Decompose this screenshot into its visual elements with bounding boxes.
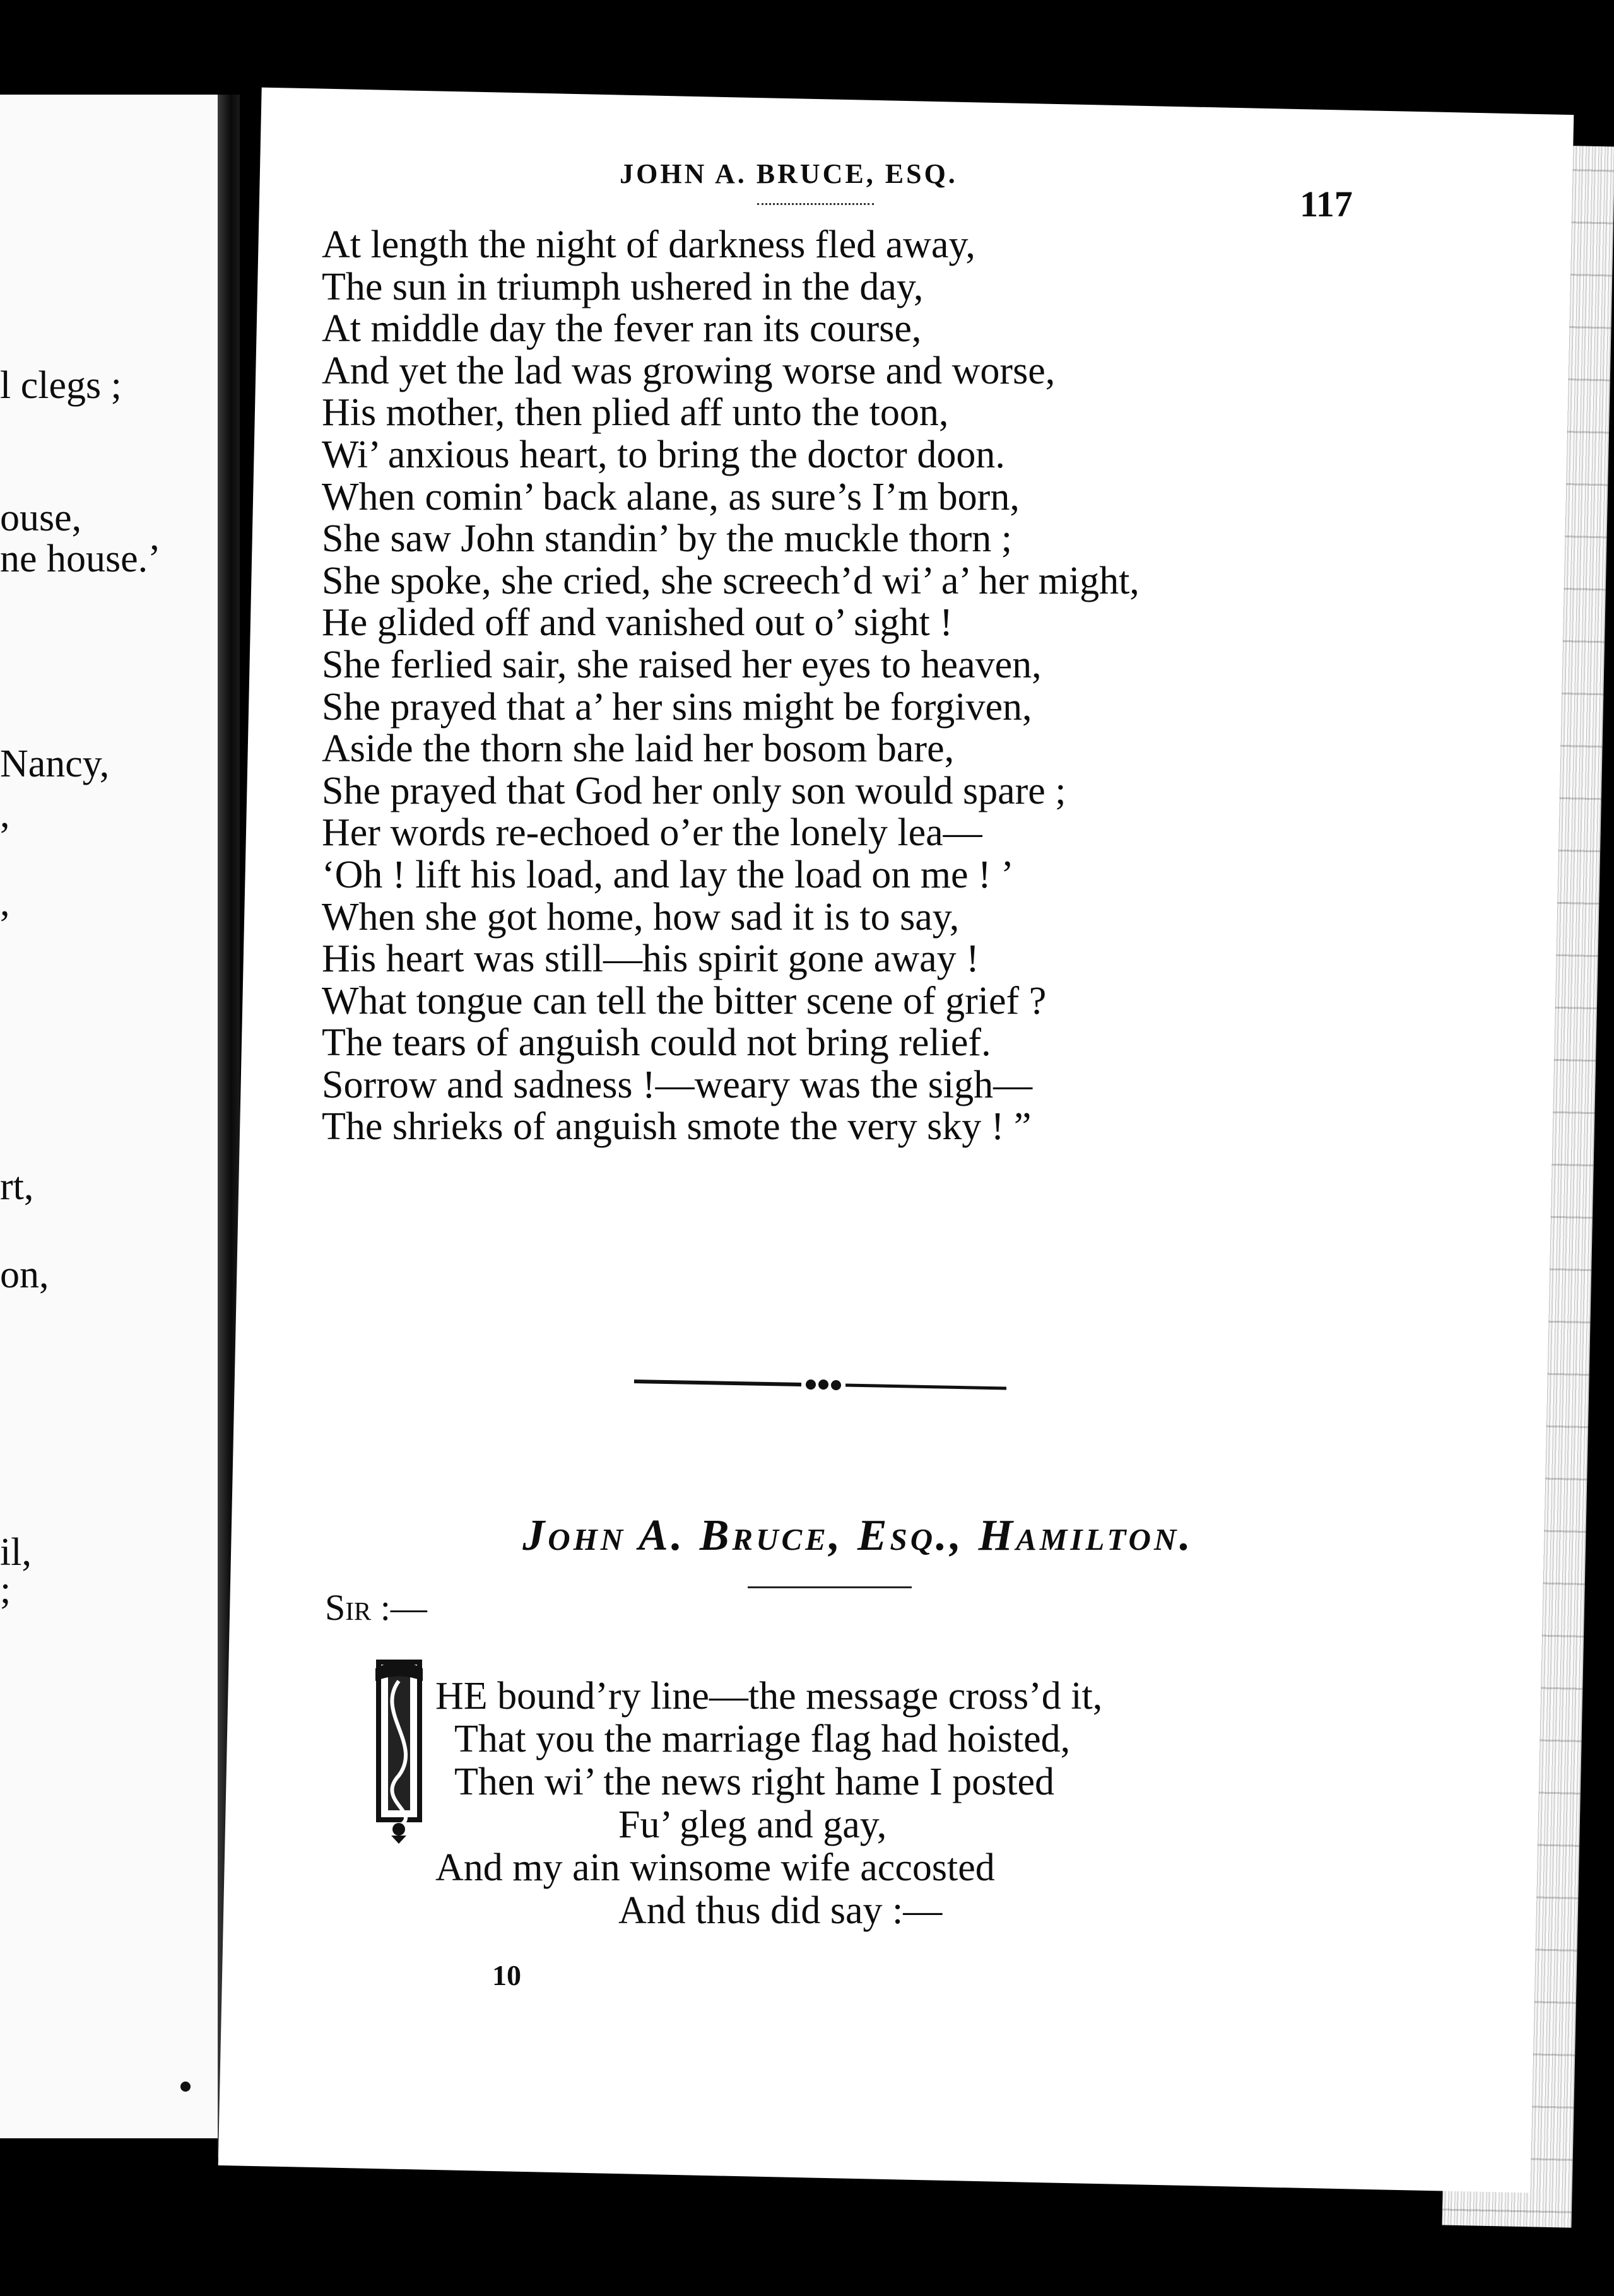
left-page-fragment: ,	[0, 793, 10, 836]
left-page-fragment: ne house.’	[0, 537, 161, 580]
left-page-fragment: ,	[0, 881, 10, 924]
left-page-fragment: ouse,	[0, 496, 82, 539]
poem-line: And yet the lad was growing worse and worse,	[322, 349, 1056, 392]
left-page-fragment: ;	[0, 1569, 11, 1612]
letter-verse	[435, 1675, 1256, 1932]
poem-line: ‘Oh ! lift his load, and lay the load on me ! ’	[322, 853, 1014, 896]
poem-line: She spoke, she cried, she screech’d wi’ a’ her might,	[322, 559, 1140, 602]
salutation: Sir :—	[325, 1587, 427, 1628]
poem-line: She saw John standin’ by the muckle thorn ;	[322, 517, 1013, 561]
poem-line: Wi’ anxious heart, to bring the doctor doon.	[322, 433, 1005, 476]
left-page-fragment: on,	[0, 1253, 49, 1296]
header-rule	[757, 203, 874, 208]
poem-line: Sorrow and sadness !—weary was the sigh—	[322, 1063, 1033, 1106]
poem-line: His heart was still—his spirit gone away !	[322, 937, 979, 981]
poem-body	[322, 224, 1458, 1148]
left-page-fragment: rt,	[0, 1165, 34, 1208]
verse-line: And my ain winsome wife accosted	[435, 1846, 995, 1889]
poem-line: At length the night of darkness fled away,	[322, 223, 975, 266]
left-page-fragment: il,	[0, 1531, 32, 1574]
drop-cap-ornament-icon	[363, 1656, 435, 1845]
poem-line: He glided off and vanished out o’ sight !	[322, 601, 953, 645]
poem-line: The tears of anguish could not bring relief.	[322, 1021, 991, 1065]
running-head: JOHN A. BRUCE, ESQ.	[620, 158, 958, 189]
verse-line: Then wi’ the news right hame I posted	[454, 1760, 1054, 1803]
poem-line: The sun in triumph ushered in the day,	[322, 265, 924, 308]
poem-line: The shrieks of anguish smote the very sky ! ”	[322, 1105, 1032, 1149]
verse-line: Fu’ gleg and gay,	[618, 1803, 887, 1846]
poem-line: She prayed that a’ her sins might be forgiven,	[322, 685, 1032, 729]
poem-line: Her words re-echoed o’er the lonely lea—	[322, 811, 982, 855]
left-page-mark	[180, 2082, 191, 2092]
left-page-fragment: Nancy,	[0, 742, 110, 785]
poem-line: What tongue can tell the bitter scene of grief ?	[322, 979, 1047, 1022]
page-number: 117	[1300, 184, 1353, 225]
poem-line: At middle day the fever ran its course,	[322, 307, 922, 351]
poem-line: His mother, then plied aff unto the toon,	[322, 391, 949, 435]
left-page-fragment: l clegs ;	[0, 364, 122, 407]
letter-title: John A. Bruce, Esq., Hamilton.	[522, 1511, 1194, 1560]
verse-line: That you the marriage flag had hoisted,	[454, 1718, 1071, 1760]
signature-mark: 10	[492, 1959, 521, 1991]
verse-line: And thus did say :—	[618, 1889, 943, 1932]
poem-line: When comin’ back alane, as sure’s I’m born,	[322, 475, 1020, 518]
poem-line: When she got home, how sad it is to say,	[322, 895, 960, 939]
poem-line: Aside the thorn she laid her bosom bare,	[322, 727, 955, 771]
left-facing-page	[0, 95, 218, 2138]
verse-line: HE bound’ry line—the message cross’d it,	[435, 1675, 1103, 1718]
title-rule	[748, 1586, 912, 1591]
section-divider-ornament	[631, 1372, 1010, 1397]
poem-line: She ferlied sair, she raised her eyes to heaven,	[322, 643, 1042, 686]
poem-line: She prayed that God her only son would spare ;	[322, 769, 1066, 812]
